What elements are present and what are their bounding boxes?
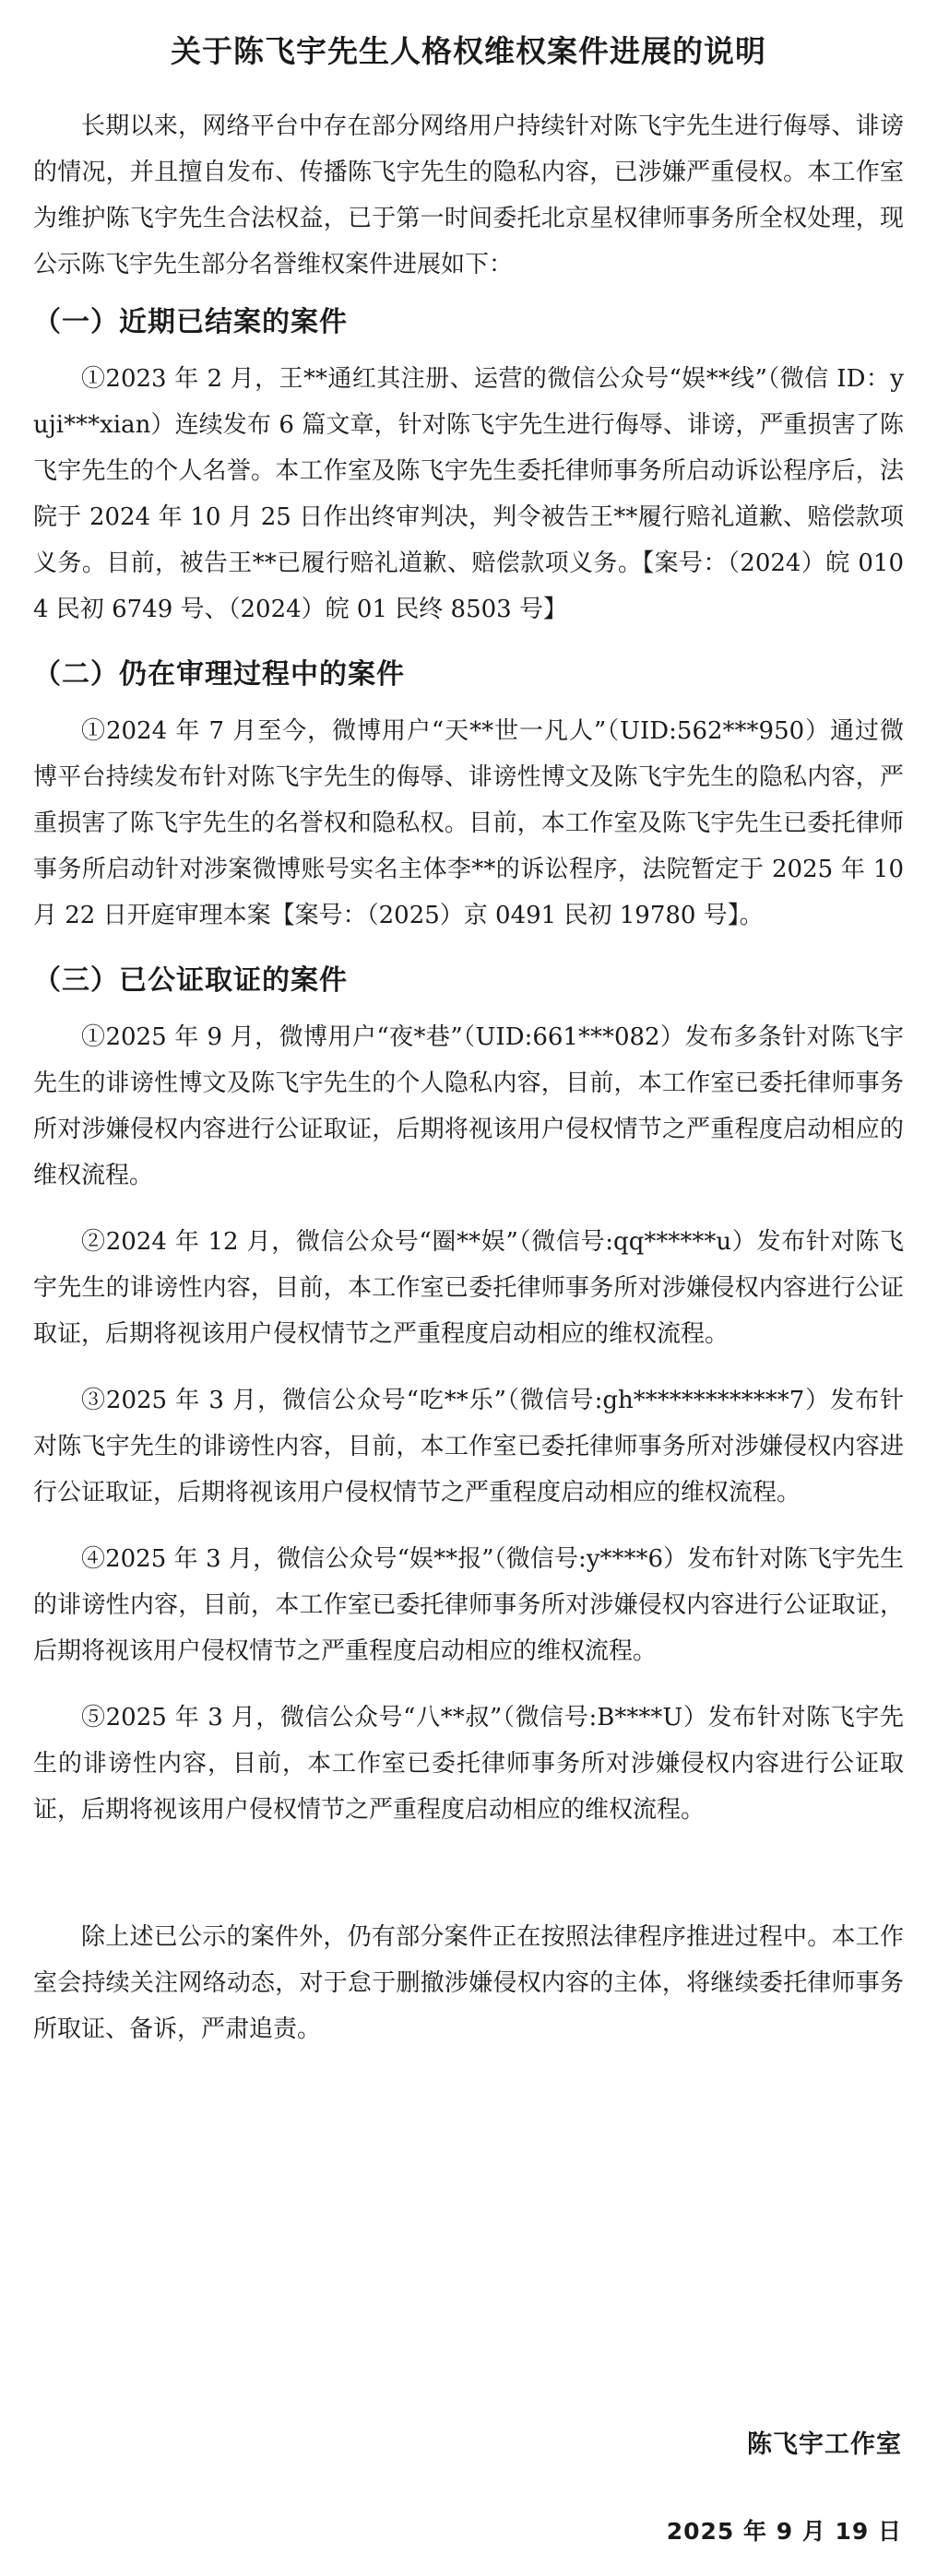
- notarized-case-item: ②2024 年 12 月，微信公众号“圈**娱”（微信号:qq******u）发布针对陈飞宇先生的诽谤性内容，目前，本工作室已委托律师事务所对涉嫌侵权内容进行公证取证，后期将视该用户侵权情节之严重程度启动相应的维权流程。: [33, 1228, 904, 1348]
- notarized-case-list: [33, 1014, 904, 1833]
- paragraph-spacer: [33, 1853, 904, 1914]
- closing-paragraph: 除上述已公示的案件外，仍有部分案件正在按照法律程序推进过程中。本工作室会持续关注网络动态，对于怠于删撤涉嫌侵权内容的主体，将继续委托律师事务所取证、备诉，严肃追责。: [33, 1923, 904, 2043]
- section-heading-closed-cases: （一）近期已结案的案件: [33, 306, 348, 338]
- notarized-case-item: ③2025 年 3 月，微信公众号“吃**乐”（微信号:gh*************7）发布针对陈飞宇先生的诽谤性内容，目前，本工作室已委托律师事务所对涉嫌侵权内容进行公证取证，后期将视该用户侵权情节之严重程度启动相应的维权流程。: [33, 1387, 904, 1507]
- notarized-case-item: ④2025 年 3 月，微信公众号“娱**报”（微信号:y****6）发布针对陈飞宇先生的诽谤性内容，目前，本工作室已委托律师事务所对涉嫌侵权内容进行公证取证，后期将视该用户侵权情节之严重程度启动相应的维权流程。: [33, 1545, 904, 1665]
- document-title: 关于陈飞宇先生人格权维权案件进展的说明: [171, 33, 766, 69]
- section-heading-notarized-cases: （三）已公证取证的案件: [33, 964, 348, 997]
- closed-case-item: ①2023 年 2 月，王**通红其注册、运营的微信公众号“娱**线”（微信 ID：yuji***xian）连续发布 6 篇文章，针对陈飞宇先生进行侮辱、诽谤，严重损害了陈飞宇先生的个人名誉。本工作室及陈飞宇先生委托律师事务所启动诉讼程序后，法院于 2024 年 10 月 25 日作出终审判决，判令被告王**履行赔礼道歉、赔偿款项义务。目前，被告王**已履行赔礼道歉、赔偿款项义务。【案号：（2024）皖 0104 民初 6749 号、（2024）皖 01 民终 8503 号】: [33, 365, 904, 623]
- signature-block: [667, 2427, 902, 2550]
- pending-case-item: ①2024 年 7 月至今，微博用户“天**世一凡人”（UID:562***950）通过微博平台持续发布针对陈飞宇先生的侮辱、诽谤性博文及陈飞宇先生的隐私内容，严重损害了陈飞宇先生的名誉权和隐私权。目前，本工作室及陈飞宇先生已委托律师事务所启动针对涉案微博账号实名主体李**的诉讼程序，法院暂定于 2025 年 10 月 22 日开庭审理本案【案号：（2025）京 0491 民初 19780 号】。: [33, 717, 904, 929]
- closed-case-list: [33, 356, 904, 632]
- section-heading-pending-cases: （二）仍在审理过程中的案件: [33, 658, 405, 691]
- issue-date: 2025 年 9 月 19 日: [666, 2518, 902, 2545]
- notarized-case-item: ⑤2025 年 3 月，微信公众号“八**叔”（微信号:B****U）发布针对陈飞宇先生的诽谤性内容，目前，本工作室已委托律师事务所对涉嫌侵权内容进行公证取证，后期将视该用户侵权情节之严重程度启动相应的维权流程。: [33, 1704, 904, 1824]
- notarized-case-item: ①2025 年 9 月，微博用户“夜*巷”（UID:661***082）发布多条针对陈飞宇先生的诽谤性博文及陈飞宇先生的个人隐私内容，目前，本工作室已委托律师事务所对涉嫌侵权内容进行公证取证，后期将视该用户侵权情节之严重程度启动相应的维权流程。: [33, 1023, 904, 1189]
- intro-paragraph: 长期以来，网络平台中存在部分网络用户持续针对陈飞宇先生进行侮辱、诽谤的情况，并且擅自发布、传播陈飞宇先生的隐私内容，已涉嫌严重侵权。本工作室为维护陈飞宇先生合法权益，已于第一时间委托北京星权律师事务所全权处理，现公示陈飞宇先生部分名誉维权案件进展如下：: [33, 112, 904, 278]
- issuer-name: 陈飞宇工作室: [747, 2430, 902, 2459]
- pending-case-list: [33, 708, 904, 939]
